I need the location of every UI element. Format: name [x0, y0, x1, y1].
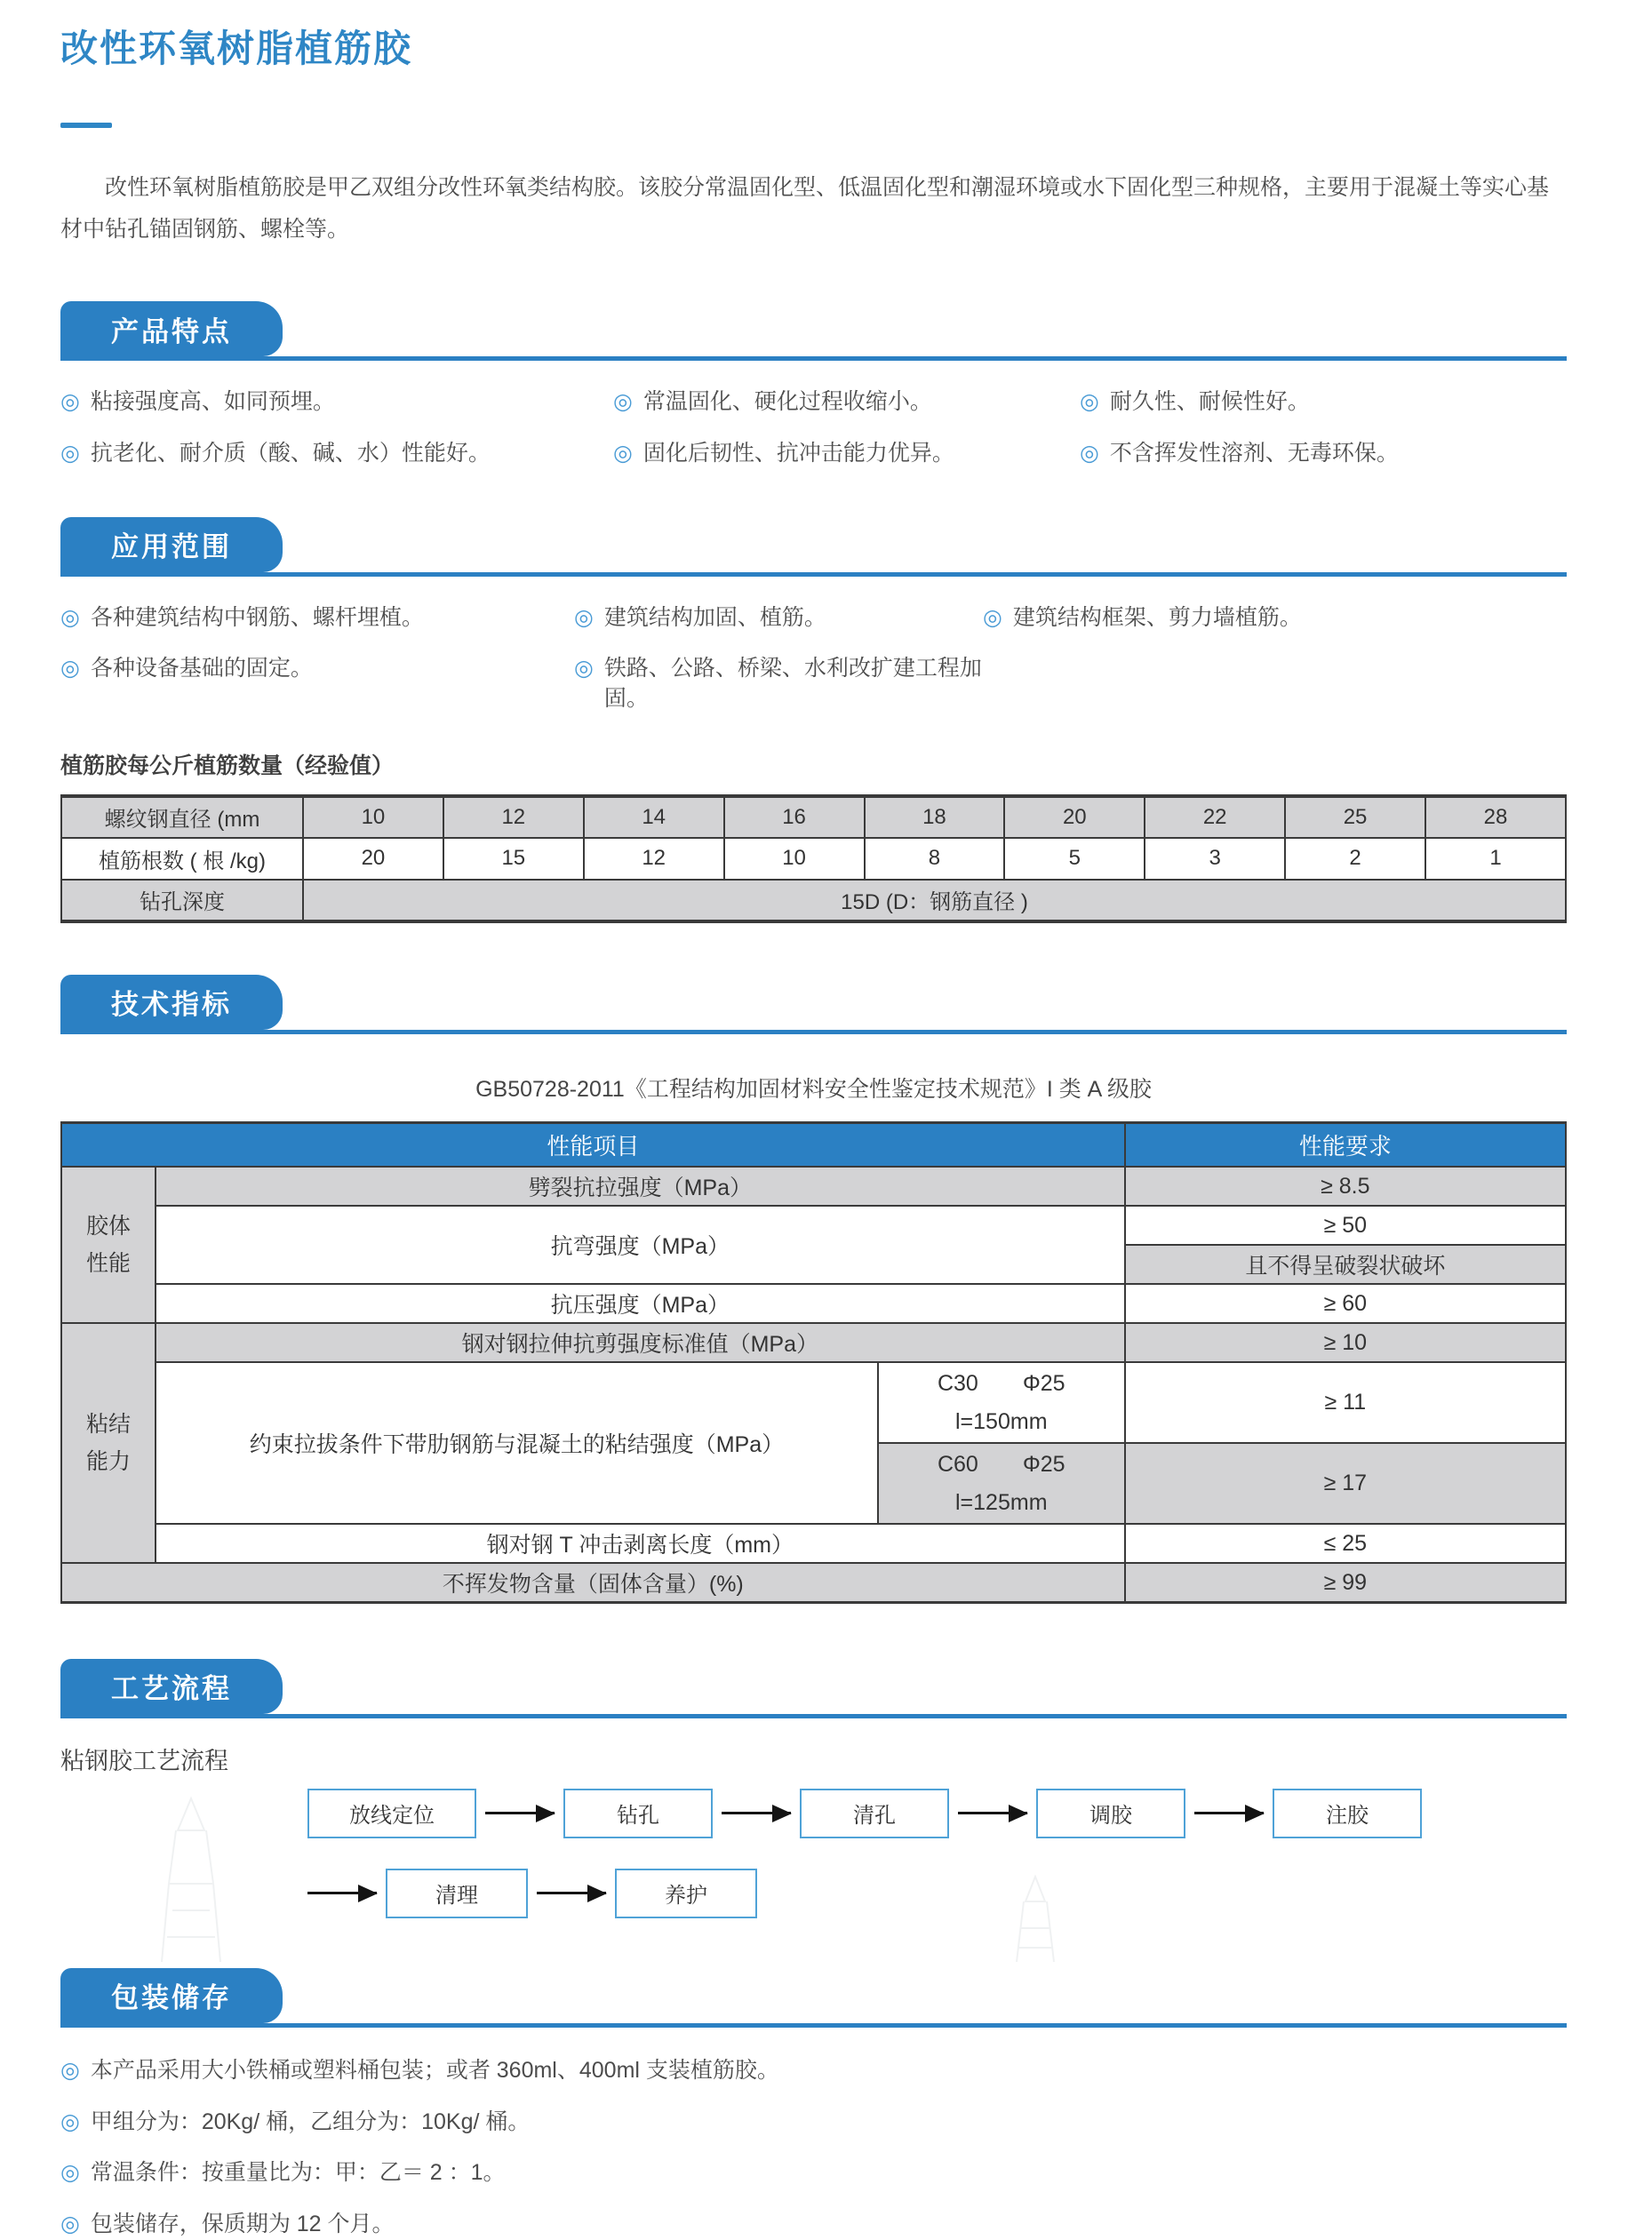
applications-list — [60, 603, 1567, 714]
tech-badge: 技术指标 — [60, 975, 283, 1030]
feature-item: ◎ 粘接强度高、如同预埋。 — [60, 387, 613, 418]
double-circle-bullet-icon: ◎ — [983, 604, 1002, 630]
flow-row-1 — [307, 1789, 1567, 1838]
flow-step: 调胶 — [1036, 1789, 1185, 1838]
col-header-item: 性能项目 — [61, 1122, 1125, 1167]
row-label: 钻孔深度 — [61, 880, 303, 921]
table-row: C60 Φ25 l=125mm ≥ 17 — [61, 1443, 1566, 1524]
table-row — [61, 880, 1566, 921]
table-row: 钢对钢 T 冲击剥离长度（mm） ≤ 25 — [61, 1524, 1566, 1563]
double-circle-bullet-icon: ◎ — [574, 656, 594, 682]
application-item: ◎ 建筑结构框架、剪力墙植筋。 — [983, 603, 1567, 634]
packaging-item: ◎ 本产品采用大小铁桶或塑料桶包装；或者 360ml、400ml 支装植筋胶。 — [60, 2056, 1567, 2086]
feature-item: ◎ 常温固化、硬化过程收缩小。 — [613, 387, 1080, 418]
feature-item: ◎ 耐久性、耐候性好。 — [1080, 387, 1567, 418]
flow-step: 放线定位 — [307, 1789, 476, 1838]
packaging-item: ◎ 包装储存，保质期为 12 个月。 — [60, 2210, 1567, 2240]
double-circle-bullet-icon: ◎ — [1080, 440, 1099, 466]
table-row: 且不得呈破裂状破坏 — [61, 1245, 1566, 1284]
title-underline-dash — [60, 123, 112, 128]
double-circle-bullet-icon: ◎ — [60, 2057, 80, 2083]
arrow-right-icon — [307, 1892, 377, 1894]
section-header-flow — [60, 1659, 1567, 1718]
section-header-packaging — [60, 1968, 1567, 2028]
flow-step: 钻孔 — [563, 1789, 713, 1838]
packaging-item: ◎ 甲组分为：20Kg/ 桶，乙组分为：10Kg/ 桶。 — [60, 2108, 1567, 2138]
table-row: 不挥发物含量（固体含量）(%) ≥ 99 — [61, 1563, 1566, 1602]
rebar-table-caption: 植筋胶每公斤植筋数量（经验值） — [60, 753, 395, 778]
arrow-right-icon — [485, 1812, 555, 1814]
row-label: 螺纹钢直径 (mm — [61, 796, 303, 838]
table-header-row — [61, 1122, 1566, 1167]
group-header-glue: 胶体性能 — [61, 1167, 156, 1323]
table-row: 螺纹钢直径 (mm 10 12 14 16 18 20 22 25 28 — [61, 796, 1566, 838]
section-header-tech — [60, 975, 1567, 1034]
double-circle-bullet-icon: ◎ — [60, 2160, 80, 2186]
double-circle-bullet-icon: ◎ — [60, 2212, 80, 2236]
flow-badge: 工艺流程 — [60, 1659, 283, 1714]
double-circle-bullet-icon: ◎ — [613, 389, 633, 414]
table-row: 抗压强度（MPa） ≥ 60 — [61, 1284, 1566, 1323]
double-circle-bullet-icon: ◎ — [60, 389, 80, 414]
double-circle-bullet-icon: ◎ — [613, 440, 633, 466]
double-circle-bullet-icon: ◎ — [60, 656, 80, 682]
bond-condition-c60: C60 Φ25 l=125mm — [878, 1443, 1125, 1524]
section-header-features — [60, 301, 1567, 361]
double-circle-bullet-icon: ◎ — [60, 2108, 80, 2134]
flow-step: 养护 — [615, 1869, 757, 1918]
applications-badge: 应用范围 — [60, 517, 283, 572]
col-header-req: 性能要求 — [1125, 1122, 1566, 1167]
packaging-item: ◎ 常温条件：按重量比为：甲：乙＝ 2 ：1。 — [60, 2158, 1567, 2188]
application-item: ◎ 各种建筑结构中钢筋、螺杆埋植。 — [60, 603, 574, 634]
double-circle-bullet-icon: ◎ — [60, 440, 80, 466]
feature-item: ◎ 不含挥发性溶剂、无毒环保。 — [1080, 439, 1567, 469]
table-row: 约束拉拔条件下带肋钢筋与混凝土的粘结强度（MPa） C30 Φ25 l=150mm ≥ 11 — [61, 1362, 1566, 1443]
arrow-right-icon — [537, 1892, 606, 1894]
flow-caption: 粘钢胶工艺流程 — [60, 1747, 228, 1774]
tech-spec-table — [60, 1121, 1567, 1604]
flow-row-2 — [307, 1869, 1567, 1918]
intro-paragraph: 改性环氧树脂植筋胶是甲乙双组分改性环氧类结构胶。该胶分常温固化型、低温固化型和潮湿环境或水下固化型三种规格，主要用于混凝土等实心基材中钻孔锚固钢筋、螺栓等。 — [60, 175, 1550, 242]
features-list — [60, 387, 1567, 469]
arrow-right-icon — [958, 1812, 1027, 1814]
double-circle-bullet-icon: ◎ — [1080, 389, 1099, 414]
page-title: 改性环氧树脂植筋胶 — [60, 28, 413, 69]
table-row: 抗弯强度（MPa） ≥ 50 — [61, 1206, 1566, 1245]
packaging-list — [60, 2056, 1567, 2240]
standard-note: GB50728-2011《工程结构加固材料安全性鉴定技术规范》I 类 A 级胶 — [475, 1076, 1152, 1102]
feature-item: ◎ 固化后韧性、抗冲击能力优异。 — [613, 439, 1080, 469]
table-row: 植筋根数 ( 根 /kg) 20 15 12 10 8 5 3 2 1 — [61, 838, 1566, 880]
bond-condition-c30: C30 Φ25 l=150mm — [878, 1362, 1125, 1443]
double-circle-bullet-icon: ◎ — [574, 604, 594, 630]
depth-value: 15D (D：钢筋直径 ) — [303, 880, 1566, 921]
application-item: ◎ 建筑结构加固、植筋。 — [574, 603, 983, 634]
table-row: 粘结能力 钢对钢拉伸抗剪强度标准值（MPa） ≥ 10 — [61, 1323, 1566, 1362]
double-circle-bullet-icon: ◎ — [60, 604, 80, 630]
flow-step: 清理 — [386, 1869, 528, 1918]
flow-step: 清孔 — [800, 1789, 949, 1838]
application-item: ◎ 铁路、公路、桥梁、水利改扩建工程加固。 — [574, 656, 982, 711]
packaging-badge: 包装储存 — [60, 1968, 283, 2023]
features-badge: 产品特点 — [60, 301, 283, 356]
row-label: 植筋根数 ( 根 /kg) — [61, 838, 303, 880]
group-header-bond: 粘结能力 — [61, 1323, 156, 1563]
flow-step: 注胶 — [1273, 1789, 1422, 1838]
section-header-applications — [60, 517, 1567, 577]
arrow-right-icon — [722, 1812, 791, 1814]
application-item: ◎ 各种设备基础的固定。 — [60, 654, 574, 714]
feature-item: ◎ 抗老化、耐介质（酸、碱、水）性能好。 — [60, 439, 613, 469]
table-row: 胶体性能 劈裂抗拉强度（MPa） ≥ 8.5 — [61, 1167, 1566, 1206]
rebar-count-table — [60, 794, 1567, 923]
arrow-right-icon — [1194, 1812, 1264, 1814]
